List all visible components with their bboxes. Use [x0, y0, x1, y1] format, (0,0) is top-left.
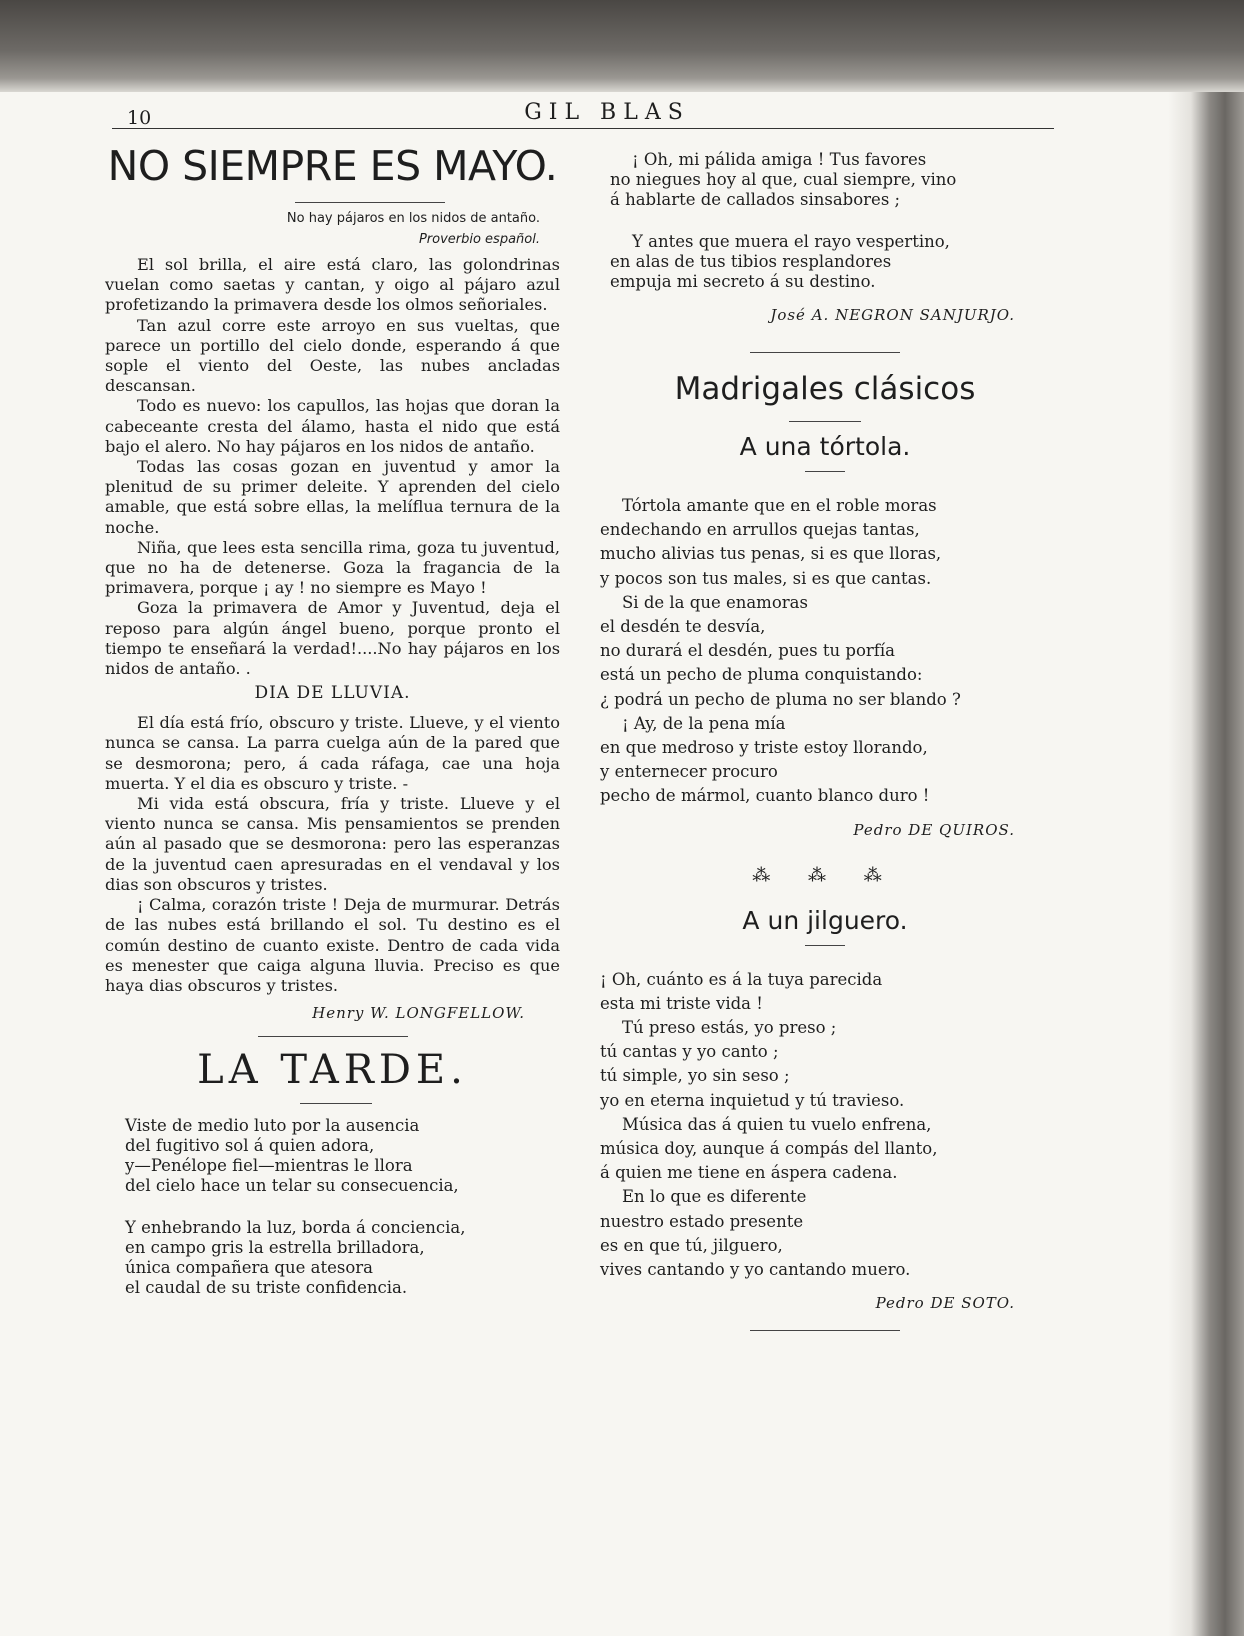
right-column — [600, 150, 1050, 1339]
stanza — [105, 1218, 560, 1298]
asterism-ornament: ⁂ ⁂ ⁂ — [752, 864, 898, 886]
paragraph: Tan azul corre este arroyo en sus vueltas, que parece un portillo del cielo donde, esperando á que sople el viento del Oeste, las nubes ancladas descansan. — [105, 315, 560, 396]
verse-line: no durará el desdén, pues tu porfía — [600, 641, 895, 661]
verse-line: no niegues hoy al que, cual siempre, vino — [610, 170, 957, 189]
epigraph: No hay pájaros en los nidos de antaño. — [286, 211, 540, 226]
epigraph-source: Proverbio español. — [418, 232, 540, 247]
verse-line: en que medroso y triste estoy llorando, — [600, 738, 928, 758]
title-rule — [805, 945, 845, 946]
verse-line: y—Penélope fiel—mientras le llora — [125, 1156, 413, 1176]
verse-line: á hablarte de callados sinsabores ; — [610, 190, 901, 209]
section-rule — [750, 352, 900, 353]
running-title: GIL BLAS — [524, 100, 690, 125]
verse-line: mucho alivias tus penas, si es que lloras, — [600, 544, 942, 564]
paragraph: ¡ Calma, corazón triste ! Deja de murmurar. Detrás de las nubes está brillando el sol. Tu destino es el común destino de cuanto existe. Dentro de cada vida es menester que caiga alguna lluvia. Preciso es que haya dias obscuros y tristes. — [105, 895, 560, 995]
section-rule — [750, 1330, 900, 1331]
paragraph: Goza la primavera de Amor y Juventud, deja el reposo para algún ángel bueno, porque pronto el tiempo te enseñará la verdad!....No hay pájaros en los nidos de antaño. . — [105, 598, 560, 679]
title-rule — [300, 1103, 372, 1104]
scan-binding-edge — [1168, 92, 1244, 1636]
poem-jilguero — [600, 968, 1050, 1283]
verse-line: yo en eterna inquietud y tú travieso. — [600, 1090, 905, 1110]
paragraph: Todo es nuevo: los capullos, las hojas que doran la cabeceante cresta del álamo, hasta el nido que está bajo el alero. No hay pájaros en los nidos de antaño. — [105, 396, 560, 456]
signature-quiros: Pedro DE QUIROS. — [853, 820, 1015, 839]
signature-negron-sanjurjo: José A. NEGRON SANJURJO. — [770, 306, 1015, 324]
verse-line: ¡ Oh, cuánto es á la tuya parecida — [600, 969, 883, 989]
verse-line: Y antes que muera el rayo vespertino, — [632, 232, 950, 251]
verse-line: empuja mi secreto á su destino. — [610, 272, 876, 291]
verse-line: nuestro estado presente — [600, 1211, 804, 1231]
verse-line: el desdén te desvía, — [600, 617, 766, 637]
stanza — [600, 232, 1050, 292]
poem-tortola — [600, 494, 1050, 809]
scan-dark-top-edge — [0, 0, 1244, 92]
verse-line: Y enhebrando la luz, borda á conciencia, — [125, 1218, 466, 1238]
verse-line: y pocos son tus males, si es que cantas. — [600, 568, 932, 588]
poem-title-jilguero: A un jilguero. — [742, 905, 908, 935]
paragraph: Todas las cosas gozan en juventud y amor la plenitud de su primer deleite. Y aprenden del cielo amable, que está sobre ellas, la melíflua ternura de la noche. — [105, 457, 560, 537]
verse-line: del cielo hace un telar su consecuencia, — [125, 1176, 459, 1196]
signature-longfellow: Henry W. LONGFELLOW. — [312, 1004, 525, 1023]
title-rule — [295, 202, 445, 203]
verse-line: Viste de medio luto por la ausencia — [125, 1116, 420, 1136]
stanza — [600, 150, 1050, 210]
verse-line: ¡ Oh, mi pálida amiga ! Tus favores — [632, 150, 927, 169]
subheading-dia-de-lluvia: DIA DE LLUVIA. — [254, 683, 411, 704]
verse-line: tú cantas y yo canto ; — [600, 1042, 779, 1062]
article-title-madrigales: Madrigales clásicos — [674, 371, 976, 407]
title-rule — [789, 421, 861, 422]
verse-line: en campo gris la estrella brilladora, — [125, 1238, 425, 1258]
verse-line: única compañera que atesora — [125, 1258, 373, 1278]
paragraph: Mi vida está obscura, fría y triste. Llueve y el viento nunca se cansa. Mis pensamientos se prenden aún al pasado que se desmorona: pero las esperanzas de la juventud caen apresuradas en el vendaval y los dias son obscuros y tristes. — [105, 794, 560, 894]
article-title-la-tarde: LA TARDE. — [197, 1047, 468, 1094]
paragraph: Niña, que lees esta sencilla rima, goza tu juventud, que no ha de detenerse. Goza la fragancia de la primavera, porque ¡ ay ! no siempre es Mayo ! — [105, 537, 560, 598]
verse-line: ¿ podrá un pecho de pluma no ser blando ? — [600, 689, 961, 709]
signature-soto: Pedro DE SOTO. — [875, 1294, 1015, 1313]
header-rule — [112, 128, 1054, 129]
verse-line: Música das á quien tu vuelo enfrena, — [622, 1114, 932, 1134]
verse-line: del fugitivo sol á quien adora, — [125, 1136, 375, 1156]
verse-line: pecho de mármol, cuanto blanco duro ! — [600, 786, 930, 806]
verse-line: Si de la que enamoras — [622, 592, 808, 612]
verse-line: música doy, aunque á compás del llanto, — [600, 1139, 938, 1159]
verse-line: á quien me tiene en áspera cadena. — [600, 1163, 898, 1183]
left-column — [105, 142, 560, 1298]
verse-line: ¡ Ay, de la pena mía — [622, 713, 786, 733]
verse-line: está un pecho de pluma conquistando: — [600, 665, 923, 685]
verse-line: y enternecer procuro — [600, 762, 778, 782]
stanza — [105, 1116, 560, 1196]
verse-line: en alas de tus tibios resplandores — [610, 252, 892, 271]
article-title-no-siempre: NO SIEMPRE ES MAYO. — [107, 142, 558, 190]
verse-line: En lo que es diferente — [622, 1187, 807, 1207]
verse-line: tú simple, yo sin seso ; — [600, 1066, 790, 1086]
paragraph: El sol brilla, el aire está claro, las golondrinas vuelan como saetas y cantan, y oigo al pájaro azul profetizando la primavera desde los olmos señoriales. — [105, 255, 560, 315]
poem-title-tortola: A una tórtola. — [739, 432, 911, 461]
verse-line: esta mi triste vida ! — [600, 993, 763, 1013]
verse-line: vives cantando y yo cantando muero. — [600, 1260, 911, 1280]
verse-line: Tú preso estás, yo preso ; — [622, 1018, 837, 1038]
verse-line: es en que tú, jilguero, — [600, 1235, 783, 1255]
paragraph: El día está frío, obscuro y triste. Llueve, y el viento nunca se cansa. La parra cuelga aún de la pared que se desmorona; pero, á cada ráfaga, cae una hoja muerta. Y el dia es obscuro y triste. - — [105, 713, 560, 793]
verse-line: endechando en arrullos quejas tantas, — [600, 520, 920, 540]
page-number: 10 — [127, 107, 152, 129]
section-rule — [258, 1036, 408, 1037]
verse-line: Tórtola amante que en el roble moras — [622, 496, 937, 515]
title-rule — [805, 471, 845, 472]
verse-line: el caudal de su triste confidencia. — [125, 1278, 408, 1298]
running-header — [0, 100, 1244, 125]
